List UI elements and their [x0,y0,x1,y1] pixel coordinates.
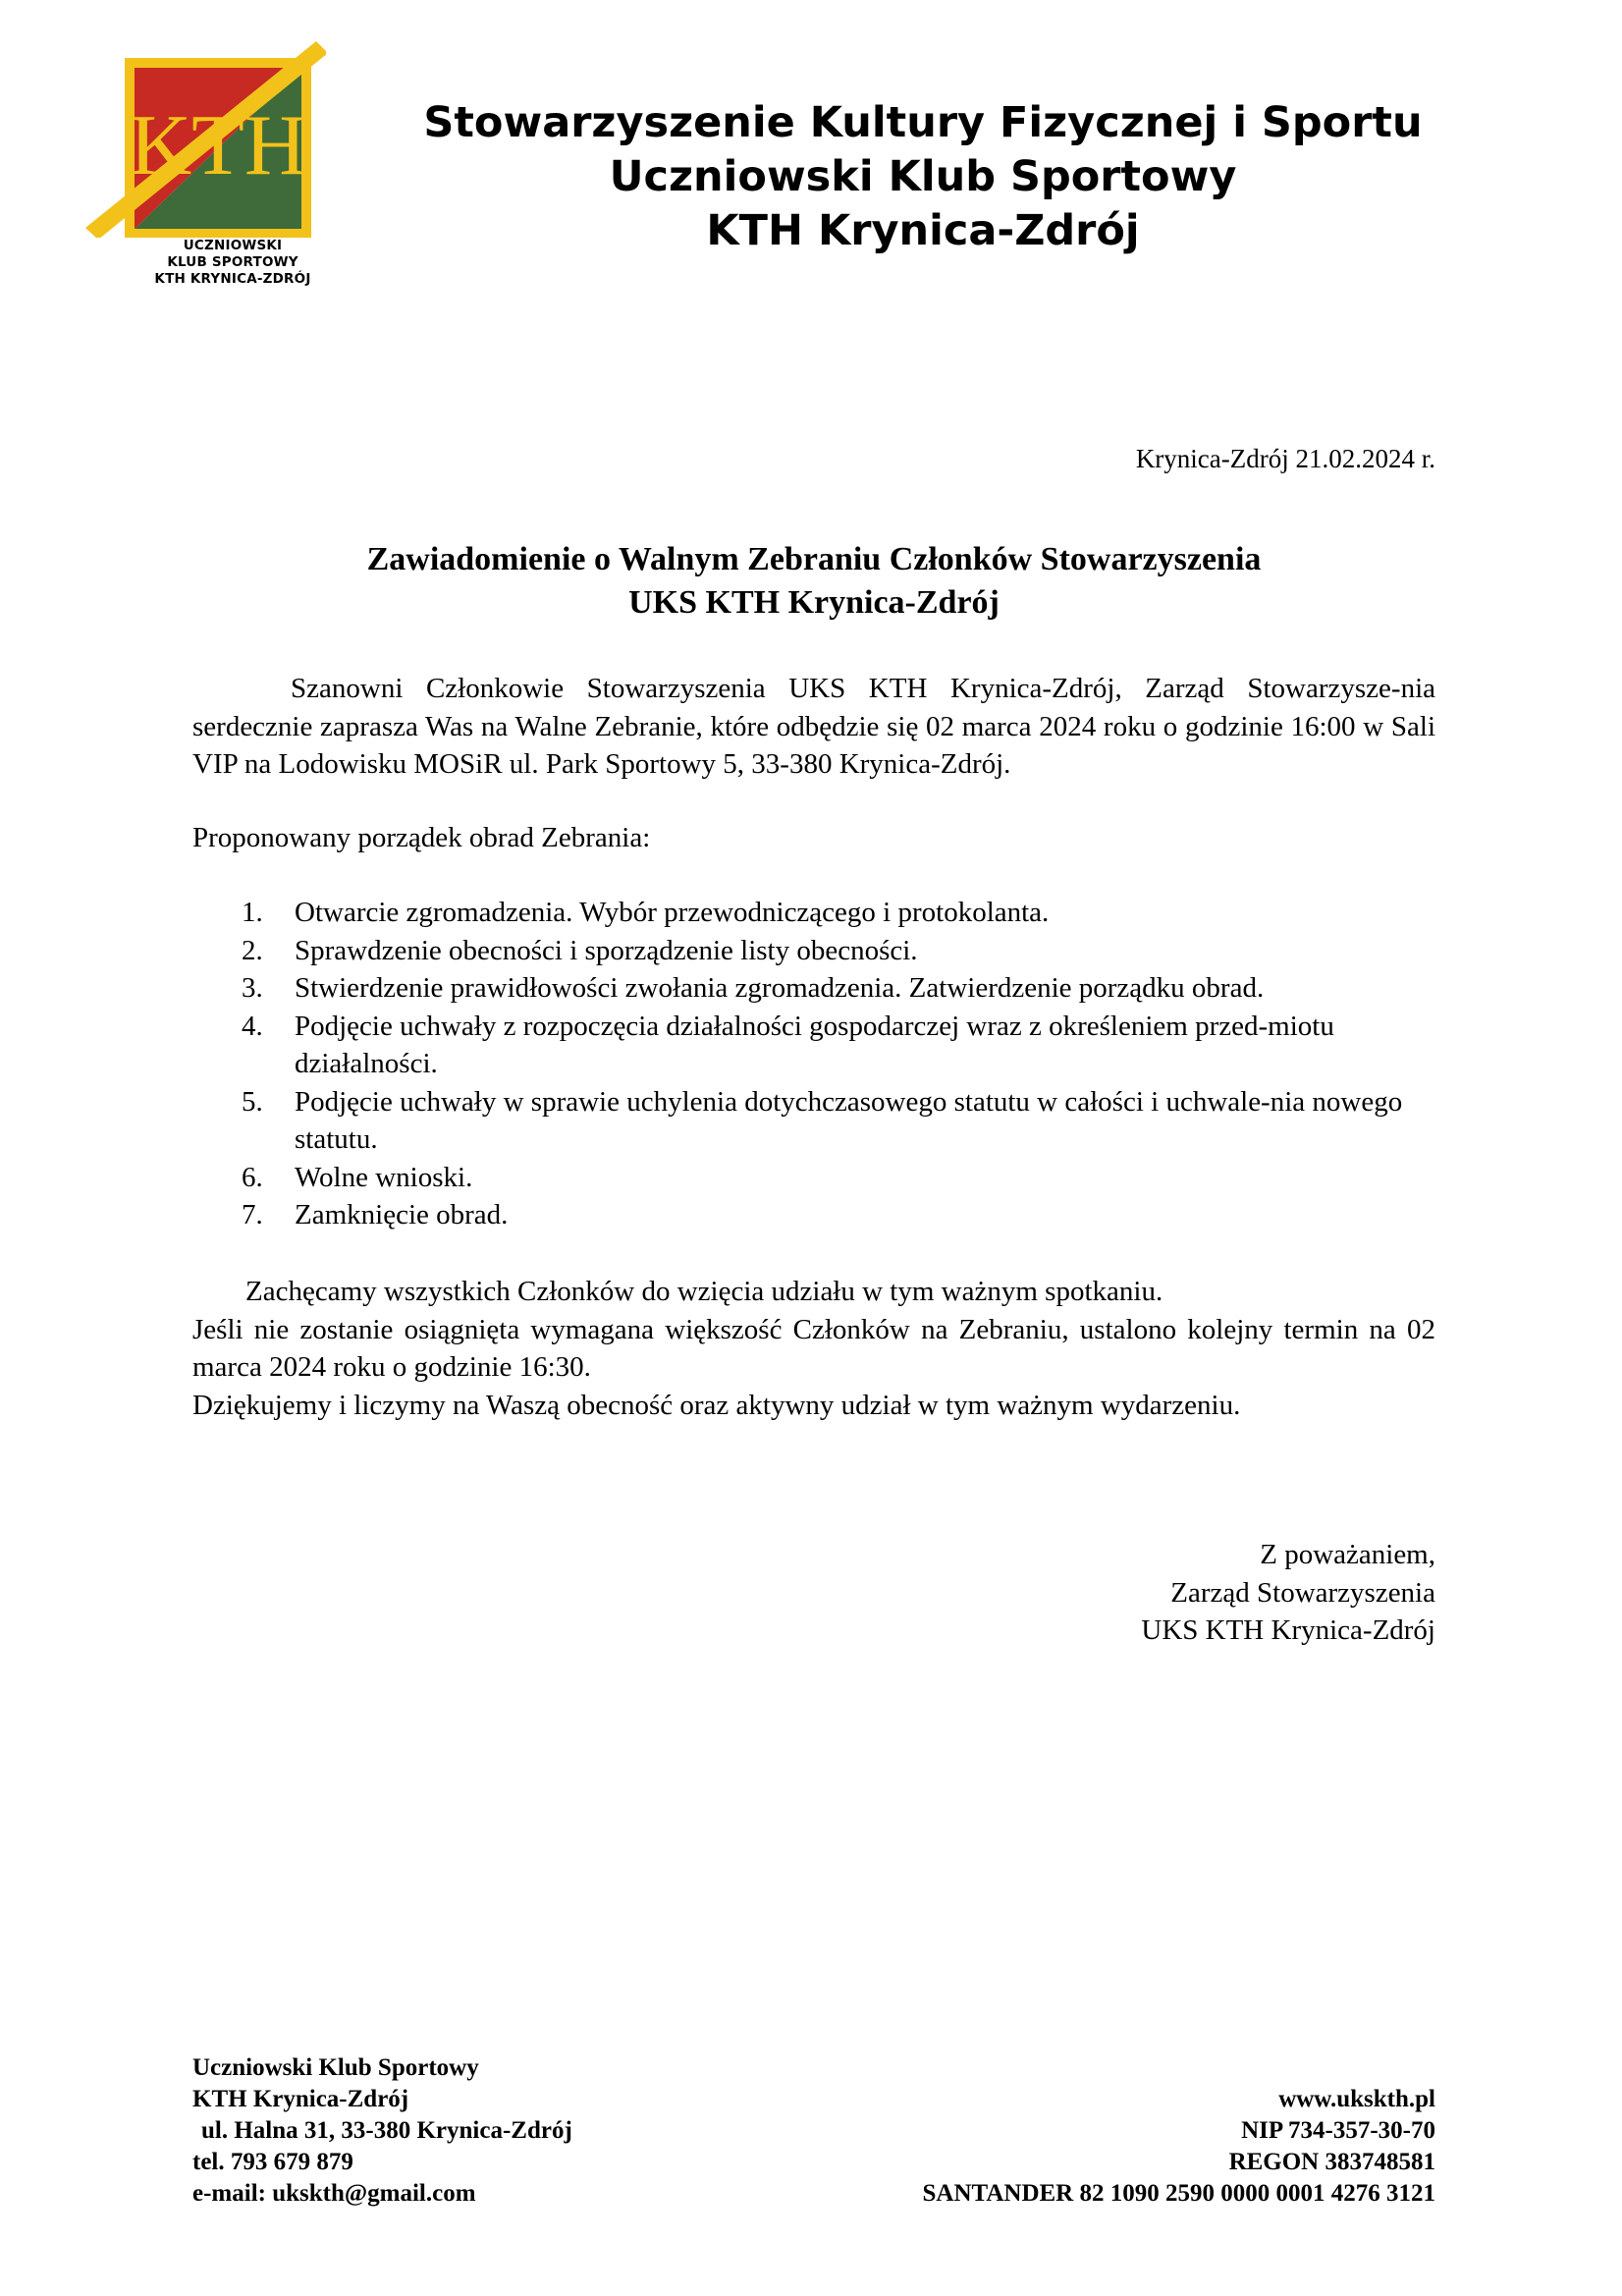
footer-registry: www.ukskth.pl NIP 734-357-30-70 REGON 383748581 SANTANDER 82 1090 2590 0000 0001 4276 3121 [922,2086,1435,2207]
closing-paragraph: Jeśli nie zostanie osiągnięta wymagana większość Członków na Zebraniu, ustalono kolejny termin na 02 marca 2024 roku o godzinie 16:30. [192,1313,1435,1383]
closing-section [192,1273,1435,1424]
title-line-1: Zawiadomienie o Walnym Zebraniu Członków Stowarzyszenia [366,541,1262,577]
header-line: KTH Krynica-Zdrój [706,206,1140,255]
agenda-list [192,894,1435,1234]
document-title [192,538,1435,625]
document-date: Krynica-Zdrój 21.02.2024 r. [1135,444,1435,473]
closing-paragraph: Dziękujemy i liczymy na Waszą obecność oraz aktywny udział w tym ważnym wydarzeniu. [192,1389,1241,1421]
kth-emblem-icon [81,41,326,238]
agenda-item: 7. Zamknięcie obrad. [242,1199,509,1230]
logo-letters: KTH [129,98,307,193]
agenda-intro: Proponowany porządek obrad Zebrania: [192,822,651,853]
signature-block: Z poważaniem, Zarząd Stowarzyszenia UKS KTH Krynica-Zdrój [1141,1539,1435,1646]
closing-paragraph: Zachęcamy wszystkich Członków do wzięcia udziału w tym ważnym spotkaniu. [245,1276,1163,1307]
agenda-item: 5. Podjęcie uchwały w sprawie uchylenia dotychczasowego statutu w całości i uchwale-nia nowego statutu. [242,1085,1403,1155]
agenda-item: 3. Stwierdzenie prawidłowości zwołania zgromadzenia. Zatwierdzenie porządku obrad. [242,972,1265,1004]
agenda-item: 2. Sprawdzenie obecności i sporządzenie listy obecności. [242,934,918,966]
header-line: Uczniowski Klub Sportowy [609,152,1237,201]
intro-paragraph: Szanowni Członkowie Stowarzyszenia UKS KTH Krynica-Zdrój, Zarząd Stowarzysze-nia serdecznie zaprasza Was na Walne Zebranie, które odbędzie się 02 marca 2024 roku o godzinie 16:00 w Sali VIP na Lodowisku MOSiR ul. Park Sportowy 5, 33-380 Krynica-Zdrój. [192,673,1435,780]
club-logo [81,41,326,297]
organization-header [383,96,1463,258]
logo-caption: UCZNIOWSKI KLUB SPORTOWY KTH KRYNICA-ZDRÓJ [154,238,311,287]
agenda-item: 6. Wolne wnioski. [242,1161,473,1193]
agenda-item: 4. Podjęcie uchwały z rozpoczęcia działalności gospodarczej wraz z określeniem przed-miotu działalności. [242,1010,1334,1079]
footer-contact: Uczniowski Klub Sportowy KTH Krynica-Zdrój ul. Halna 31, 33-380 Krynica-Zdrój tel. 793 679 879 e-mail: ukskth@gmail.com [192,2054,572,2207]
agenda-item: 1. Otwarcie zgromadzenia. Wybór przewodniczącego i protokolanta. [242,897,1050,928]
title-line-2: UKS KTH Krynica-Zdrój [628,584,1000,621]
header-line: Stowarzyszenie Kultury Fizycznej i Sportu [423,98,1423,147]
